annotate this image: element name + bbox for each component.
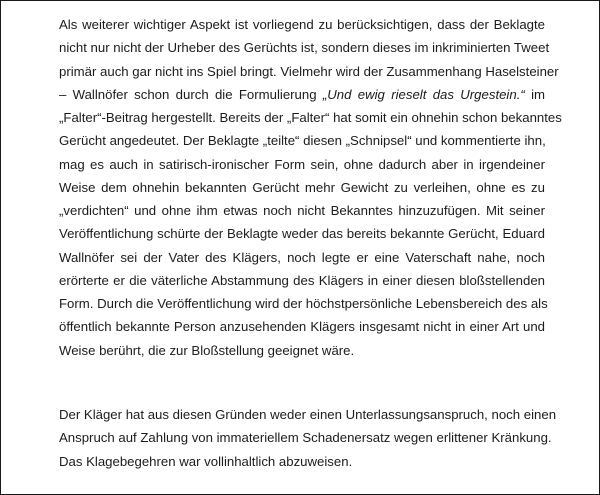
text-line (59, 269, 545, 292)
text-line (59, 83, 545, 106)
text-run: erörterte er die väterliche Abstammung des Klägers in einer diesen bloßstellenden (59, 272, 545, 288)
text-run: nicht nur nicht der Urheber des Gerüchts ist, sondern dieses im inkriminierten Tweet (59, 40, 550, 56)
text-line (59, 106, 562, 129)
text-run: Weise dem ohnehin bekannten Gerücht mehr Gewicht zu verleihen, ohne es zu (59, 179, 545, 195)
text-line (59, 426, 552, 449)
text-line (59, 339, 545, 362)
text-run: Gerücht angedeutet. Der Beklagte „teilte“ diesen „Schnipsel“ und kommentierte ihn, (59, 133, 546, 149)
text-line (59, 222, 545, 245)
text-run: Veröffentlichung schürte der Beklagte weder das bereits bekannte Gerücht, Eduard (59, 226, 545, 242)
text-run: mag es auch in satirisch-ironischer Form sein, ohne dadurch aber in irgendeiner (59, 156, 545, 172)
text-line (59, 60, 559, 83)
text-line (59, 199, 545, 222)
paragraph (59, 403, 557, 473)
text-run: Anspruch auf Zahlung von immateriellem Schadenersatz wegen erlittener Kränkung. (59, 430, 552, 446)
text-run: Wallnöfer sei der Vater des Klägers, noch legte er eine Vaterschaft nahe, noch (59, 249, 545, 265)
text-line (59, 292, 548, 315)
text-run: Als weiterer wichtiger Aspekt ist vorliegend zu berücksichtigen, dass der Beklagte (59, 17, 545, 32)
text-run: „Falter“-Beitrag hergestellt. Bereits der „Falter“ hat somit ein ohnehin schon bekanntes (59, 110, 562, 125)
text-run: Der Kläger hat aus diesen Gründen weder einen Unterlassungsanspruch, noch einen (59, 407, 557, 422)
text-line (59, 153, 545, 176)
text-line (59, 450, 545, 473)
text-run: Das Klagebegehren war vollinhaltlich abzuweisen. (59, 453, 353, 469)
text-run: Form. Durch die Veröffentlichung wird der höchstpersönliche Lebensbereich des als (59, 296, 548, 311)
text-line (59, 129, 545, 152)
text-run: Weise berührt, die zur Bloßstellung geeignet wäre. (59, 342, 355, 358)
quoted-phrase: „Und ewig rieselt das Urgestein.“ (322, 86, 525, 102)
text-line (59, 13, 545, 36)
text-run: – Wallnöfer schon durch die Formulierung (59, 86, 323, 102)
text-line (59, 176, 545, 199)
text-line (59, 315, 545, 338)
text-run: im (524, 86, 545, 102)
text-line (59, 246, 545, 269)
text-line (59, 36, 550, 59)
paragraph (59, 13, 562, 362)
text-line (59, 403, 557, 426)
text-run: „verdichten“ und ohne ihm etwas noch nicht Bekanntes hinzuzufügen. Mit seiner (59, 203, 545, 218)
text-run: primär auch gar nicht ins Spiel bringt. Vielmehr wird der Zusammenhang Haselsteiner (59, 63, 559, 79)
text-run: öffentlich bekannte Person anzusehenden Klägers insgesamt nicht in einer Art und (59, 319, 545, 335)
